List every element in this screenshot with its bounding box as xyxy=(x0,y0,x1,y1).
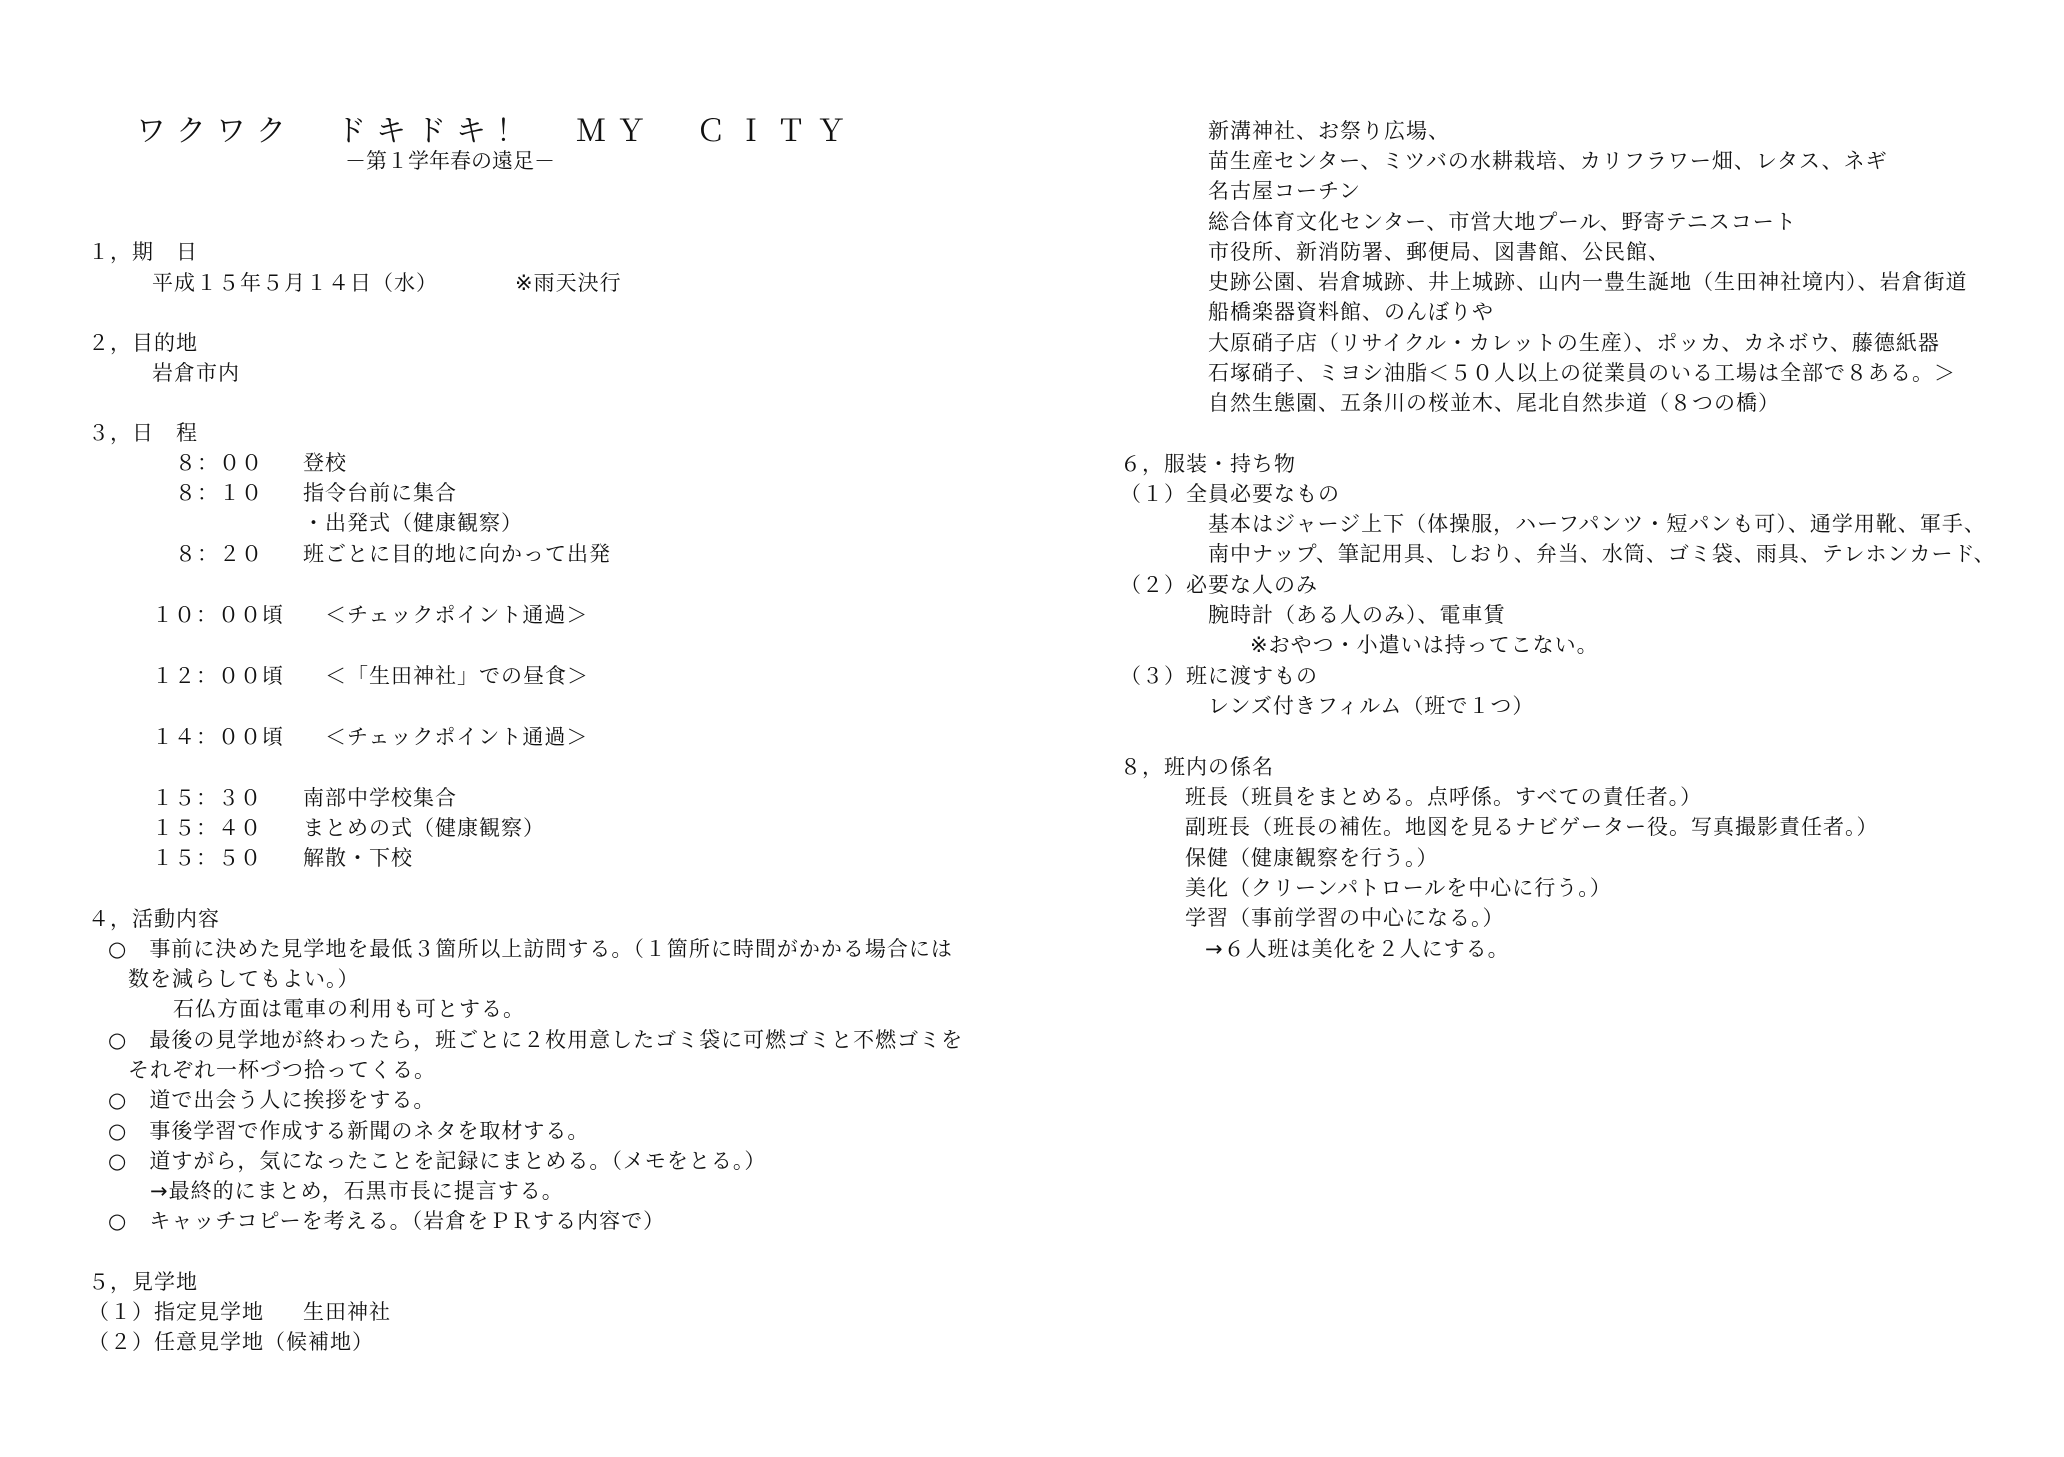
optional-places-label: （２）任意見学地（候補地） xyxy=(88,1330,374,1354)
page-title: ワクワク ドキドキ！ ＭＹ ＣＩＴＹ xyxy=(136,114,856,149)
candidate-place-line: 新溝神社、お祭り広場、 xyxy=(1208,119,1450,143)
schedule-event: ＜チェックポイント通過＞ xyxy=(325,725,589,749)
belongings-line: ※おやつ・小遣いは持ってこない。 xyxy=(1250,633,1599,657)
schedule-event: 南部中学校集合 xyxy=(303,786,457,810)
section-heading-activities: ４，活動内容 xyxy=(88,907,220,931)
candidate-place-line: 自然生態園、五条川の桜並木、尾北自然歩道（８つの橋） xyxy=(1208,391,1780,415)
role-line: 美化（クリーンパトロールを中心に行う。） xyxy=(1185,876,1612,900)
belongings-line: レンズ付きフィルム（班で１つ） xyxy=(1208,694,1535,718)
schedule-time: ８：２０ xyxy=(175,542,263,566)
section-heading-places: ５，見学地 xyxy=(88,1270,198,1294)
schedule-event: ・出発式（健康観察） xyxy=(303,511,523,535)
candidate-place-line: 名古屋コーチン xyxy=(1208,179,1361,203)
page-subtitle: －第１学年春の遠足－ xyxy=(345,149,555,173)
schedule-time: １２：００頃 xyxy=(152,664,284,688)
candidate-place-line: 船橋楽器資料館、のんぼりや xyxy=(1208,300,1494,324)
candidate-place-line: 総合体育文化センター、市営大地プール、野寄テニスコート xyxy=(1208,210,1797,234)
schedule-time: ８：００ xyxy=(175,451,263,475)
candidate-place-line: 苗生産センター、ミツバの水耕栽培、カリフラワー畑、レタス、ネギ xyxy=(1208,149,1888,173)
role-line: 班長（班員をまとめる。点呼係。すべての責任者。） xyxy=(1185,785,1703,809)
role-line: 副班長（班長の補佐。地図を見るナビゲーター役。写真撮影責任者。） xyxy=(1185,815,1879,839)
schedule-event: ＜チェックポイント通過＞ xyxy=(325,603,589,627)
belongings-sub-heading: （３）班に渡すもの xyxy=(1120,664,1318,688)
rain-note: ※雨天決行 xyxy=(515,271,622,295)
candidate-place-line: 市役所、新消防署、郵便局、図書館、公民館、 xyxy=(1208,240,1670,264)
candidate-place-line: 史跡公園、岩倉城跡、井上城跡、山内一豊生誕地（生田神社境内）、岩倉街道 xyxy=(1208,270,1968,294)
schedule-time: １５：５０ xyxy=(152,846,262,870)
activity-line: 石仏方面は電車の利用も可とする。 xyxy=(173,997,525,1021)
activity-line: 数を減らしてもよい。） xyxy=(128,967,360,991)
trip-date: 平成１５年５月１４日（水） xyxy=(152,271,438,295)
section-heading-roles: ８，班内の係名 xyxy=(1120,755,1274,779)
belongings-sub-heading: （１）全員必要なもの xyxy=(1120,482,1340,506)
destination: 岩倉市内 xyxy=(152,361,240,385)
schedule-event: まとめの式（健康観察） xyxy=(303,816,545,840)
belongings-line: 南中ナップ、筆記用具、しおり、弁当、水筒、ゴミ袋、雨具、テレホンカード、 xyxy=(1208,542,1996,566)
section-heading-destination: ２，目的地 xyxy=(88,331,198,355)
schedule-event: ＜「生田神社」での昼食＞ xyxy=(325,664,589,688)
role-line: 保健（健康観察を行う。） xyxy=(1185,846,1439,870)
candidate-place-line: 大原硝子店（リサイクル・カレットの生産）、ポッカ、カネボウ、藤德紙器 xyxy=(1208,331,1940,355)
activity-line: それぞれ一杯づつ拾ってくる。 xyxy=(128,1058,436,1082)
belongings-sub-heading: （２）必要な人のみ xyxy=(1120,573,1318,597)
activity-line: ○ 事後学習で作成する新聞のネタを取材する。 xyxy=(108,1119,590,1143)
activity-line: ○ 道すがら，気になったことを記録にまとめる。（メモをとる。） xyxy=(108,1149,767,1173)
schedule-time: １０：００頃 xyxy=(152,603,284,627)
activity-line: ○ 事前に決めた見学地を最低３箇所以上訪問する。（１箇所に時間がかかる場合には xyxy=(108,937,953,961)
schedule-event: 班ごとに目的地に向かって出発 xyxy=(303,542,611,566)
schedule-time: １４：００頃 xyxy=(152,725,284,749)
section-heading-date: １，期 日 xyxy=(88,240,198,264)
schedule-time: １５：４０ xyxy=(152,816,262,840)
schedule-event: 登校 xyxy=(303,451,347,475)
section-heading-belongings: ６，服装・持ち物 xyxy=(1120,452,1296,476)
schedule-time: １５：３０ xyxy=(152,786,262,810)
schedule-event: 指令台前に集合 xyxy=(303,481,457,505)
belongings-line: 腕時計（ある人のみ）、電車賃 xyxy=(1208,603,1506,627)
designated-place-label: （１）指定見学地 xyxy=(88,1300,264,1324)
activity-line: ○ キャッチコピーを考える。（岩倉をＰＲする内容で） xyxy=(108,1209,666,1233)
designated-place: 生田神社 xyxy=(303,1300,391,1324)
schedule-time: ８：１０ xyxy=(175,481,263,505)
belongings-line: 基本はジャージ上下（体操服，ハーフパンツ・短パンも可）、通学用靴、軍手、 xyxy=(1208,512,1986,536)
role-line: →６人班は美化を２人にする。 xyxy=(1205,937,1510,961)
candidate-place-line: 石塚硝子、ミヨシ油脂＜５０人以上の従業員のいる工場は全部で８ある。＞ xyxy=(1208,361,1956,385)
activity-line: ○ 道で出会う人に挨拶をする。 xyxy=(108,1088,436,1112)
schedule-event: 解散・下校 xyxy=(303,846,413,870)
activity-line: →最終的にまとめ，石黒市長に提言する。 xyxy=(150,1179,564,1203)
section-heading-schedule: ３，日 程 xyxy=(88,421,198,445)
activity-line: ○ 最後の見学地が終わったら，班ごとに２枚用意したゴミ袋に可燃ゴミと不燃ゴミを xyxy=(108,1028,964,1052)
role-line: 学習（事前学習の中心になる。） xyxy=(1185,906,1505,930)
